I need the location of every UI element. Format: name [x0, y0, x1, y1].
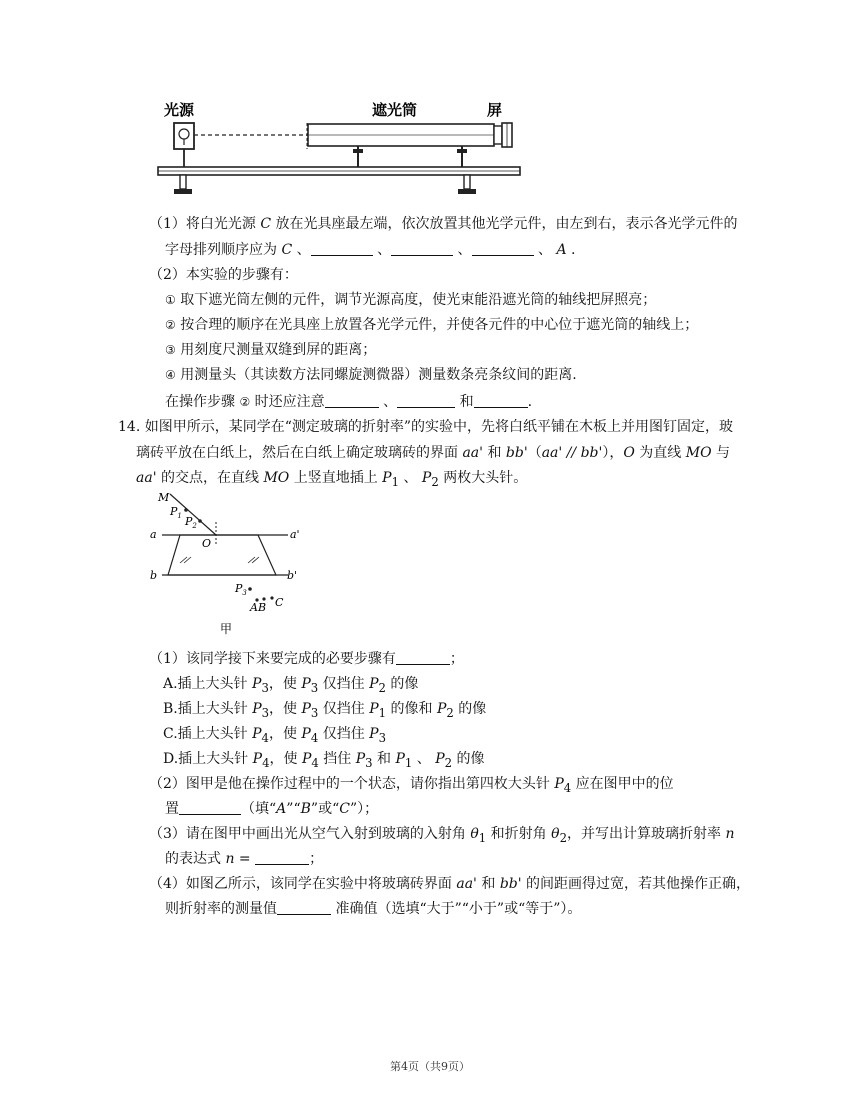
- q14-part4-line1: （4）如图乙所示，该同学在实验中将玻璃砖界面 aa' 和 bb' 的间距画得过宽，若其他操作正确，: [149, 876, 751, 892]
- label-B: B: [258, 601, 267, 614]
- q14-part1-question: （1）该同学接下来要完成的必要步骤有 ；: [149, 651, 464, 667]
- answer-blank-8[interactable]: [179, 800, 241, 815]
- q13-step2-question: 在操作步骤 ② 时还应注意 、 和 .: [165, 394, 533, 410]
- q14-part2-line1: （2）图甲是他在操作过程中的一个状态，请你指出第四枚大头针 $P_4$ 应在图甲中的位: [149, 776, 674, 795]
- label-P1: $P_1$: [170, 505, 182, 520]
- answer-blank-7[interactable]: [396, 650, 450, 665]
- label-screen: 屏: [487, 101, 503, 119]
- q14-option-D: D.插上大头针 $P_4$，使 $P_4$ 挡住 $P_3$ 和 $P_1$ 、 $P_2$ 的像: [163, 751, 485, 770]
- answer-blank-1[interactable]: [311, 241, 373, 256]
- answer-blank-5[interactable]: [397, 393, 455, 408]
- q14-option-C: C.插上大头针 $P_4$，使 $P_4$ 仅挡住 $P_3$: [163, 726, 387, 745]
- q13-step1: ① 取下遮光筒左侧的元件，调节光源高度，使光束能沿遮光筒的轴线把屏照亮；: [165, 292, 657, 308]
- label-light-source: 光源: [164, 101, 195, 119]
- q13-part2-title: （2）本实验的步骤有：: [149, 267, 298, 283]
- label-P3: $P_3$: [235, 582, 247, 597]
- figure-caption: 甲: [220, 622, 233, 636]
- label-P2: $P_2$: [185, 515, 197, 530]
- label-a: a: [150, 528, 157, 541]
- label-C: C: [275, 596, 284, 609]
- answer-blank-4[interactable]: [325, 393, 379, 408]
- answer-blank-3[interactable]: [472, 241, 534, 256]
- optical-bench-figure: [150, 93, 530, 205]
- label-a-prime: a': [290, 528, 300, 541]
- label-b: b: [150, 569, 158, 582]
- q14-stem-line2: 璃砖平放在白纸上，然后在白纸上确定玻璃砖的界面 aa' 和 bb'（aa' // bb'），O 为直线 MO 与: [136, 445, 730, 461]
- page-footer: 第4页（共9页）: [390, 1060, 470, 1073]
- answer-blank-10[interactable]: [277, 900, 331, 915]
- q14-option-B: B.插上大头针 $P_3$，使 $P_3$ 仅挡住 $P_1$ 的像和 $P_2$ 的像: [163, 701, 487, 720]
- q14-option-A: A.插上大头针 $P_3$，使 $P_3$ 仅挡住 $P_2$ 的像: [163, 676, 419, 695]
- q13-part1-line1: （1）将白光光源 C 放在光具座最左端，依次放置其他光学元件，由左到右，表示各光学元件的: [149, 216, 738, 232]
- q14-part2-line2: 置 （填“A”“B”或“C”）；: [165, 801, 379, 817]
- q13-step4: ④ 用测量头（其读数方法同螺旋测微器）测量数条亮条纹间的距离.: [165, 367, 577, 383]
- q13-step3: ③ 用刻度尺测量双缝到屏的距离；: [165, 342, 377, 358]
- answer-blank-9[interactable]: [255, 850, 309, 865]
- q13-step2: ② 按合理的顺序在光具座上放置各光学元件，并使各元件的中心位于遮光筒的轴线上；: [165, 317, 699, 333]
- q14-stem-line1: 14. 如图甲所示，某同学在“测定玻璃的折射率”的实验中，先将白纸平铺在木板上并用图钉固定，玻: [118, 419, 734, 435]
- refraction-figure: [140, 488, 320, 638]
- label-O: O: [202, 537, 212, 550]
- label-b-prime: b': [287, 569, 298, 582]
- label-M: M: [158, 491, 170, 504]
- q14-stem-line3: aa' 的交点，在直线 MO 上竖直地插上 $P_1$ 、 $P_2$ 两枚大头针。: [136, 470, 528, 489]
- q14-part3-line1: （3）请在图甲中画出光从空气入射到玻璃的入射角 $\theta_1$ 和折射角 $\theta_2$，并写出计算玻璃折射率 n: [149, 826, 735, 845]
- answer-blank-2[interactable]: [391, 241, 453, 256]
- label-shade-tube: 遮光筒: [372, 101, 418, 119]
- q13-part1-line2: 字母排列顺序应为 C 、 、 、 、 A .: [165, 242, 576, 258]
- q14-part4-line2: 则折射率的测量值 准确值（选填“大于”“小于”或“等于”）。: [165, 901, 582, 917]
- label-A: A: [250, 601, 258, 614]
- optical-bench-diagram: [150, 93, 530, 205]
- q14-part3-line2: 的表达式 n = ；: [165, 851, 324, 867]
- answer-blank-6[interactable]: [474, 393, 528, 408]
- refraction-diagram: [140, 488, 320, 638]
